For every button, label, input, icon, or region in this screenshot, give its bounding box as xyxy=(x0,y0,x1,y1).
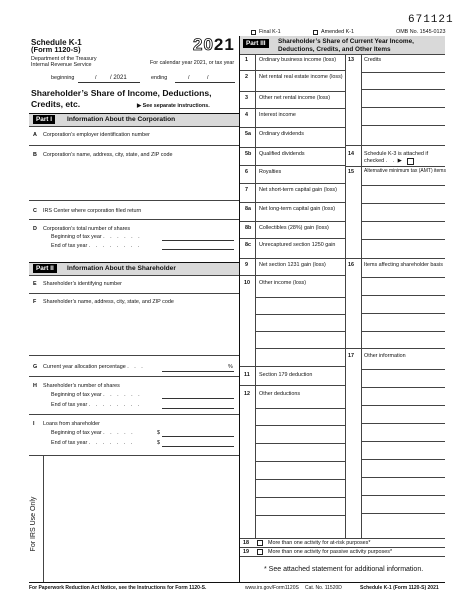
box-5b-number: 5b xyxy=(245,151,252,157)
box-16-number: 16 xyxy=(348,262,354,268)
ending-slash-1: / xyxy=(188,75,190,81)
year-prefix: 20 xyxy=(193,35,214,54)
row-g-percent: % xyxy=(228,364,233,370)
row-a-letter: A xyxy=(33,132,37,138)
part3-title-line1: Shareholder’s Share of Current Year Income, xyxy=(278,38,414,45)
footer-url: www.irs.gov/Form1120S xyxy=(245,585,299,591)
box-5a-label: Ordinary dividends xyxy=(259,131,304,137)
line-19-checkbox[interactable] xyxy=(257,549,263,555)
box-8b-label: Collectibles (28%) gain (loss) xyxy=(259,225,329,231)
footer-paperwork-notice: For Paperwork Reduction Act Notice, see the Instructions for Form 1120-S. xyxy=(29,585,207,591)
box-6-label: Royalties xyxy=(259,169,282,175)
dln-number: 671121 xyxy=(408,14,454,26)
box-10-number: 10 xyxy=(244,280,250,286)
box-17-number: 17 xyxy=(348,353,354,359)
row-i-end-label: End of tax year . . . . . . . xyxy=(51,440,135,446)
row-i-begin-field[interactable] xyxy=(162,436,234,437)
row-d-label: Corporation’s total number of shares xyxy=(43,226,131,232)
box-7-label: Net short-term capital gain (loss) xyxy=(259,187,337,193)
irs-label: Internal Revenue Service xyxy=(31,62,92,68)
line-18-number: 18 xyxy=(243,540,249,546)
tax-year xyxy=(193,35,235,55)
box-8c-label: Unrecaptured section 1250 gain xyxy=(259,242,336,248)
row-h-end-label: End of tax year . . . . . . . . xyxy=(51,402,142,408)
box-4-label: Interest income xyxy=(259,112,296,118)
box-14-number: 14 xyxy=(348,151,354,157)
part3-badge: Part III xyxy=(243,39,269,48)
final-k1-label: Final K-1 xyxy=(259,29,281,35)
row-d-letter: D xyxy=(33,226,37,232)
box-11-label: Section 179 deduction xyxy=(259,372,313,378)
row-h-end-field[interactable] xyxy=(162,408,234,409)
box-4-number: 4 xyxy=(245,112,248,118)
box-1-label: Ordinary business income (loss) xyxy=(259,57,336,63)
box-10-label: Other income (loss) xyxy=(259,280,307,286)
row-i-begin-dollar: $ xyxy=(157,430,160,436)
box-12-label: Other deductions xyxy=(259,391,301,397)
box-3-label: Other net rental income (loss) xyxy=(259,95,331,101)
row-g-letter: G xyxy=(33,364,38,370)
amended-k1-label: Amended K-1 xyxy=(321,29,354,35)
box-12-number: 12 xyxy=(244,391,250,397)
part2-title: Information About the Shareholder xyxy=(67,265,176,272)
row-h-begin-field[interactable] xyxy=(162,398,234,399)
footer-cat-number: Cat. No. 11520D xyxy=(305,585,342,591)
beginning-label: beginning xyxy=(51,75,75,81)
attached-statement-note: * See attached statement for additional information. xyxy=(264,566,424,573)
row-i-end-dollar: $ xyxy=(157,440,160,446)
box-11-number: 11 xyxy=(244,372,250,378)
beginning-year: / 2021 xyxy=(110,75,127,81)
row-i-end-field[interactable] xyxy=(162,446,234,447)
schedule-k3-checkbox[interactable] xyxy=(407,158,414,165)
calendar-year-label: For calendar year 2021, or tax year xyxy=(150,60,235,66)
row-e-letter: E xyxy=(33,281,37,287)
row-c-label: IRS Center where corporation filed return xyxy=(43,208,142,214)
line-18-checkbox[interactable] xyxy=(257,540,263,546)
part3-title-line2: Deductions, Credits, and Other Items xyxy=(278,46,391,53)
box-2-label: Net rental real estate income (loss) xyxy=(259,74,343,80)
row-h-label: Shareholder’s number of shares xyxy=(43,383,120,389)
box-2-number: 2 xyxy=(245,74,248,80)
row-d-end-label: End of tax year . . . . . . . . xyxy=(51,243,142,249)
box-7-number: 7 xyxy=(245,187,248,193)
row-i-begin-label: Beginning of tax year . . . . . xyxy=(51,430,135,436)
box-16-label: Items affecting shareholder basis xyxy=(364,262,444,268)
row-d-begin-label: Beginning of tax year . . . . . . xyxy=(51,234,142,240)
box-13-number: 13 xyxy=(348,57,354,63)
box-3-number: 3 xyxy=(245,95,248,101)
amended-k1-checkbox[interactable] xyxy=(313,30,318,35)
row-f-label: Shareholder’s name, address, city, state, and ZIP code xyxy=(43,299,174,305)
row-g-label: Current year allocation percentage . . . xyxy=(43,364,145,370)
box-9-label: Net section 1231 gain (loss) xyxy=(259,262,326,268)
box-8a-label: Net long-term capital gain (loss) xyxy=(259,206,336,212)
ending-field[interactable] xyxy=(175,82,235,83)
main-title-line1: Shareholder’s Share of Income, Deductions, xyxy=(31,88,212,98)
row-h-begin-label: Beginning of tax year . . . . . . xyxy=(51,392,142,398)
irs-use-only-label: For IRS Use Only xyxy=(29,496,37,552)
row-h-letter: H xyxy=(33,383,37,389)
box-8c-number: 8c xyxy=(245,242,251,248)
line-18-label: More than one activity for at-risk purposes* xyxy=(268,540,371,546)
row-d-end-field[interactable] xyxy=(162,249,234,250)
footer-form-id: Schedule K-1 (Form 1120-S) 2021 xyxy=(360,585,439,591)
part2-badge: Part II xyxy=(33,264,57,273)
box-6-number: 6 xyxy=(245,169,248,175)
dept-treasury: Department of the Treasury xyxy=(31,56,97,62)
row-b-letter: B xyxy=(33,152,37,158)
box-8b-number: 8b xyxy=(245,225,252,231)
box-14-label: Schedule K-3 is attached if xyxy=(364,151,429,157)
see-separate-instructions: ▶ See separate instructions. xyxy=(137,103,210,109)
row-e-label: Shareholder’s identifying number xyxy=(43,281,122,287)
row-b-label: Corporation’s name, address, city, state, and ZIP code xyxy=(43,152,173,158)
row-a-label: Corporation’s employer identification number xyxy=(43,132,150,138)
form-number: (Form 1120-S) xyxy=(31,45,81,54)
row-i-label: Loans from shareholder xyxy=(43,421,100,427)
row-c-letter: C xyxy=(33,208,37,214)
omb-number: OMB No. 1545-0123 xyxy=(396,29,446,35)
line-19-number: 19 xyxy=(243,549,249,555)
box-9-number: 9 xyxy=(245,262,248,268)
beginning-slash: / xyxy=(95,75,97,81)
row-i-letter: I xyxy=(33,421,35,427)
part1-title: Information About the Corporation xyxy=(67,116,176,123)
row-f-letter: F xyxy=(33,299,37,305)
main-title-line2: Credits, etc. xyxy=(31,99,81,109)
box-13-label: Credits xyxy=(364,57,382,63)
box-15-number: 15 xyxy=(348,169,354,175)
year-suffix: 21 xyxy=(213,35,235,54)
row-d-begin-field[interactable] xyxy=(162,240,234,241)
box-5a-number: 5a xyxy=(245,131,251,137)
box-8a-number: 8a xyxy=(245,206,251,212)
box-14-checked-label: checked . . ▶ xyxy=(364,158,402,164)
box-5b-label: Qualified dividends xyxy=(259,151,305,157)
ending-slash-2: / xyxy=(207,75,209,81)
box-17-label: Other information xyxy=(364,353,406,359)
ending-label: ending xyxy=(151,75,168,81)
box-1-number: 1 xyxy=(245,57,248,63)
part1-badge: Part I xyxy=(33,115,55,124)
beginning-field[interactable] xyxy=(78,82,140,83)
schedule-title: Schedule K-1 xyxy=(31,38,82,47)
final-k1-checkbox[interactable] xyxy=(251,30,256,35)
line-19-label: More than one activity for passive activity purposes* xyxy=(268,549,393,555)
row-g-field[interactable] xyxy=(162,371,234,372)
box-15-label: Alternative minimum tax (AMT) items xyxy=(364,168,446,174)
